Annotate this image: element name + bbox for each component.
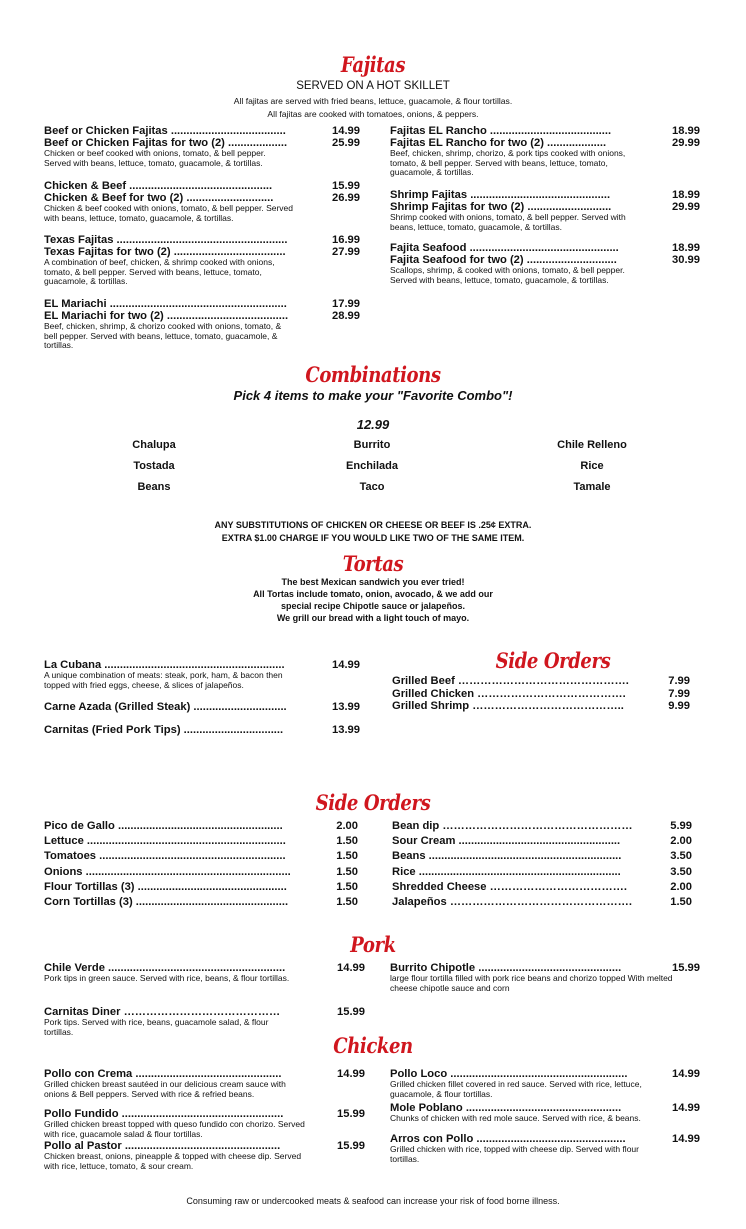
fajitas-note-1: All fajitas are served with fried beans, lettuce, guacamole, & flour tortillas. bbox=[233, 96, 513, 106]
fajita-item-name: Beef or Chicken Fajitas for two (2) ................... bbox=[44, 137, 288, 149]
chicken-desc: Grilled chicken breast topped with queso fundido con chorizo. Served with rice, guacamole salad & flour tortillas. bbox=[44, 1119, 305, 1139]
grill-item-price: 7.99 bbox=[668, 687, 690, 700]
chicken-desc: Chunks of chicken with red mole sauce. Served with rice, & beans. bbox=[390, 1113, 641, 1123]
tortas-title: Tortas bbox=[342, 551, 404, 576]
fajita-desc: Scallops, shrimp, & cooked with onions, tomato, & bell pepper. Served with beans, lettuce, tomato, guacamole, & tortillas. bbox=[390, 265, 625, 285]
fajita-item-name: Fajita Seafood ................................................ bbox=[390, 242, 619, 254]
pork-desc: Pork tips in green sauce. Served with rice, beans, & flour tortillas. bbox=[44, 973, 290, 983]
fajita-desc: Beef, chicken, shrimp, & chorizo cooked with onions, tomato, & bell pepper. Served with beans, lettuce, tomato, guacamole, & tortillas. bbox=[44, 321, 282, 351]
combo-item: Tamale bbox=[573, 481, 611, 493]
grill-item-price: 7.99 bbox=[668, 675, 690, 687]
fajita-desc: A combination of beef, chicken, & shrimp cooked with onions, tomato, & bell pepper. Served with beans, lettuce, tomato, guacamole, & tortillas. bbox=[44, 257, 275, 287]
combinations-note-2: EXTRA $1.00 CHARGE IF YOU WOULD LIKE TWO OF THE SAME ITEM. bbox=[221, 533, 525, 543]
fajita-item-price: 29.99 bbox=[672, 201, 700, 213]
chicken-title: Chicken bbox=[333, 1033, 413, 1058]
side-item-price: 1.50 bbox=[336, 865, 358, 878]
fajita-item-price: 27.99 bbox=[332, 246, 360, 258]
pork-item-price: 14.99 bbox=[337, 962, 365, 974]
fajita-item-price: 29.99 bbox=[672, 137, 700, 149]
side-item-name: Lettuce ................................................................ bbox=[44, 835, 286, 848]
side-item-price: 1.50 bbox=[336, 835, 358, 848]
fajita-item-name: Chicken & Beef for two (2) ............................ bbox=[44, 192, 274, 204]
combo-item: Burrito bbox=[353, 439, 391, 451]
side-item-price: 3.50 bbox=[670, 850, 692, 863]
fajita-item-price: 18.99 bbox=[672, 125, 700, 137]
side-item-name: Onions .................................................................. bbox=[44, 865, 291, 878]
side-item-price: 2.00 bbox=[670, 880, 692, 893]
side-item-name: Beans .............................................................. bbox=[392, 850, 622, 863]
side-item-name: Sour Cream .................................................... bbox=[392, 835, 621, 848]
side-item-name: Rice ................................................................. bbox=[392, 865, 621, 878]
chicken-desc: Grilled chicken breast sautéed in our delicious cream sauce with onions & Bell peppers. Served with rice & refried beans. bbox=[44, 1079, 286, 1099]
chicken-item-price: 14.99 bbox=[672, 1133, 700, 1145]
fajita-item-name: Texas Fajitas for two (2) .................................... bbox=[44, 246, 286, 258]
side-item-price: 1.50 bbox=[670, 896, 692, 908]
combo-item: Rice bbox=[580, 460, 604, 472]
torta-desc: A unique combination of meats: steak, pork, ham, & bacon then topped with fried eggs, cheese, & slices of jalapeños. bbox=[44, 670, 283, 690]
fajita-item-name: Beef or Chicken Fajitas ..................................... bbox=[44, 125, 286, 137]
side-item-price: 3.50 bbox=[670, 865, 692, 878]
side-item-name: Flour Tortillas (3) ................................................ bbox=[44, 880, 287, 893]
fajita-item-price: 18.99 bbox=[672, 189, 700, 201]
tortas-line-3: special recipe Chipotle sauce or jalapeños. bbox=[280, 601, 466, 611]
chicken-item-price: 15.99 bbox=[337, 1108, 365, 1120]
fajita-item-name: Fajitas EL Rancho for two (2) ................... bbox=[390, 137, 607, 149]
chicken-item-price: 14.99 bbox=[672, 1102, 700, 1114]
combinations-note-1: ANY SUBSTITUTIONS OF CHICKEN OR CHEESE OR BEEF IS .25¢ EXTRA. bbox=[214, 520, 532, 530]
side-item-price: 1.50 bbox=[336, 896, 358, 908]
fajitas-subtitle: SERVED ON A HOT SKILLET bbox=[296, 80, 450, 92]
fajita-item-price: 17.99 bbox=[332, 298, 360, 310]
chicken-item-price: 14.99 bbox=[672, 1068, 700, 1080]
pork-item-price: 15.99 bbox=[337, 1006, 365, 1018]
fajita-desc: Chicken & beef cooked with onions, tomato, & bell pepper. Served with beans, lettuce, tomato, guacamole, & tortillas. bbox=[44, 203, 294, 223]
chicken-desc: Chicken breast, onions, pineapple & topped with cheese dip. Served with rice, lettuce, tomato, & sour cream. bbox=[44, 1151, 302, 1171]
chicken-desc: Grilled chicken with rice, topped with cheese dip. Served with flour tortillas. bbox=[390, 1144, 639, 1164]
fajita-item-name: Shrimp Fajitas ............................................. bbox=[390, 189, 611, 201]
combo-item: Tostada bbox=[133, 460, 175, 472]
combo-item: Taco bbox=[359, 481, 385, 493]
side-item-price: 5.99 bbox=[670, 820, 692, 832]
pork-item-price: 15.99 bbox=[672, 962, 700, 974]
fajita-item-name: Texas Fajitas ....................................................... bbox=[44, 234, 288, 246]
fajita-item-name: Chicken & Beef .............................................. bbox=[44, 180, 273, 192]
combo-item: Beans bbox=[137, 481, 171, 493]
fajita-desc: Shrimp cooked with onions, tomato, & bell pepper. Served with beans, lettuce, tomato, guacamole, & tortillas. bbox=[390, 212, 626, 232]
torta-item-name: La Cubana .......................................................... bbox=[44, 659, 285, 671]
fajita-item-name: Fajitas EL Rancho ....................................... bbox=[390, 125, 612, 137]
grill-item-name: Grilled Shrimp ………………………………….. bbox=[392, 700, 624, 712]
fajita-item-price: 18.99 bbox=[672, 242, 700, 254]
fajita-item-price: 30.99 bbox=[672, 254, 700, 266]
pork-item-name: Chile Verde ......................................................... bbox=[44, 962, 286, 974]
combinations-title: Combinations bbox=[305, 362, 441, 387]
fajita-desc: Beef, chicken, shrimp, chorizo, & pork tips cooked with onions, tomato, & bell pepper. Served with beans, lettuce, tomato, guacamole, & tortillas. bbox=[390, 148, 626, 178]
torta-item-name: Carne Azada (Grilled Steak) .............................. bbox=[44, 701, 287, 713]
chicken-item-name: Pollo al Pastor .................................................. bbox=[44, 1140, 281, 1152]
chicken-item-price: 14.99 bbox=[337, 1068, 365, 1080]
fajita-item-price: 14.99 bbox=[332, 125, 360, 137]
pork-desc: large flour tortilla filled with pork rice beans and chorizo topped With melted cheese chipotle sauce and corn bbox=[390, 973, 673, 993]
torta-item-price: 14.99 bbox=[332, 659, 360, 671]
fajitas-title: Fajitas bbox=[340, 52, 406, 77]
side-item-price: 2.00 bbox=[336, 820, 358, 832]
pork-item-name: Burrito Chipotle .............................................. bbox=[390, 962, 622, 974]
side-item-name: Pico de Gallo ..................................................... bbox=[44, 820, 283, 832]
side-item-name: Bean dip …………………………………………… bbox=[392, 820, 633, 832]
tortas-line-4: We grill our bread with a light touch of mayo. bbox=[276, 613, 470, 623]
side-item-name: Jalapeños …………………………………………. bbox=[392, 896, 632, 908]
chicken-item-name: Arros con Pollo ................................................ bbox=[390, 1133, 626, 1145]
combinations-price: 12.99 bbox=[356, 417, 390, 432]
pork-title: Pork bbox=[350, 932, 396, 957]
torta-item-price: 13.99 bbox=[332, 701, 360, 713]
fajita-item-price: 28.99 bbox=[332, 310, 360, 322]
chicken-desc: Grilled chicken fillet covered in red sauce. Served with rice, lettuce, guacamole, & flour tortillas. bbox=[390, 1079, 642, 1099]
grill-item-name: Grilled Chicken …………………………………. bbox=[392, 687, 626, 700]
chicken-item-name: Pollo Loco ......................................................... bbox=[390, 1068, 628, 1080]
chicken-item-name: Pollo Fundido .................................................... bbox=[44, 1108, 284, 1120]
combo-item: Chalupa bbox=[132, 439, 176, 451]
side-orders-title: Side Orders bbox=[315, 790, 431, 815]
side-item-name: Corn Tortillas (3) ................................................. bbox=[44, 896, 289, 908]
fajita-item-name: Fajita Seafood for two (2) ............................. bbox=[390, 254, 617, 266]
side-item-name: Shredded Cheese ………………………………. bbox=[392, 880, 627, 893]
side-item-price: 2.00 bbox=[670, 835, 692, 848]
fajita-item-name: EL Mariachi for two (2) ....................................... bbox=[44, 310, 289, 322]
pork-desc: Pork tips. Served with rice, beans, guacamole salad, & flour tortillas. bbox=[44, 1017, 269, 1037]
fajita-desc: Chicken or beef cooked with onions, tomato, & bell pepper. Served with beans, lettuce, tomato, guacamole, & tortillas. bbox=[44, 148, 266, 168]
grill-item-price: 9.99 bbox=[668, 700, 690, 712]
combo-item: Enchilada bbox=[346, 460, 398, 472]
combinations-subtitle: Pick 4 items to make your "Favorite Combo"! bbox=[233, 388, 513, 403]
side-item-price: 1.50 bbox=[336, 880, 358, 893]
fajita-item-price: 26.99 bbox=[332, 192, 360, 204]
fajita-item-price: 16.99 bbox=[332, 234, 360, 246]
side-item-price: 1.50 bbox=[336, 850, 358, 863]
grill-item-name: Grilled Beef ………………………………………. bbox=[392, 675, 629, 687]
combo-item: Chile Relleno bbox=[557, 439, 627, 451]
chicken-item-name: Pollo con Crema ............................................... bbox=[44, 1068, 282, 1080]
fajita-item-price: 15.99 bbox=[332, 180, 360, 192]
fajita-item-price: 25.99 bbox=[332, 137, 360, 149]
fajita-item-name: Shrimp Fajitas for two (2) ........................... bbox=[390, 201, 612, 213]
chicken-item-price: 15.99 bbox=[337, 1140, 365, 1152]
tortas-line-2: All Tortas include tomato, onion, avocado, & we add our bbox=[253, 589, 493, 599]
torta-item-name: Carnitas (Fried Pork Tips) ................................ bbox=[44, 724, 284, 736]
chicken-item-name: Mole Poblano .................................................. bbox=[390, 1102, 622, 1114]
torta-item-price: 13.99 bbox=[332, 724, 360, 736]
side-item-name: Tomatoes ............................................................ bbox=[44, 850, 286, 863]
side-orders-grill-title: Side Orders bbox=[495, 648, 611, 673]
tortas-line-1: The best Mexican sandwich you ever tried! bbox=[281, 577, 465, 587]
pork-item-name: Carnitas Diner …………………………………… bbox=[44, 1006, 281, 1018]
fajitas-note-2: All fajitas are cooked with tomatoes, onions, & peppers. bbox=[267, 109, 479, 119]
footer-warning: Consuming raw or undercooked meats & seafood can increase your risk of food borne illness. bbox=[186, 1196, 560, 1206]
fajita-item-name: EL Mariachi ......................................................... bbox=[44, 298, 287, 310]
